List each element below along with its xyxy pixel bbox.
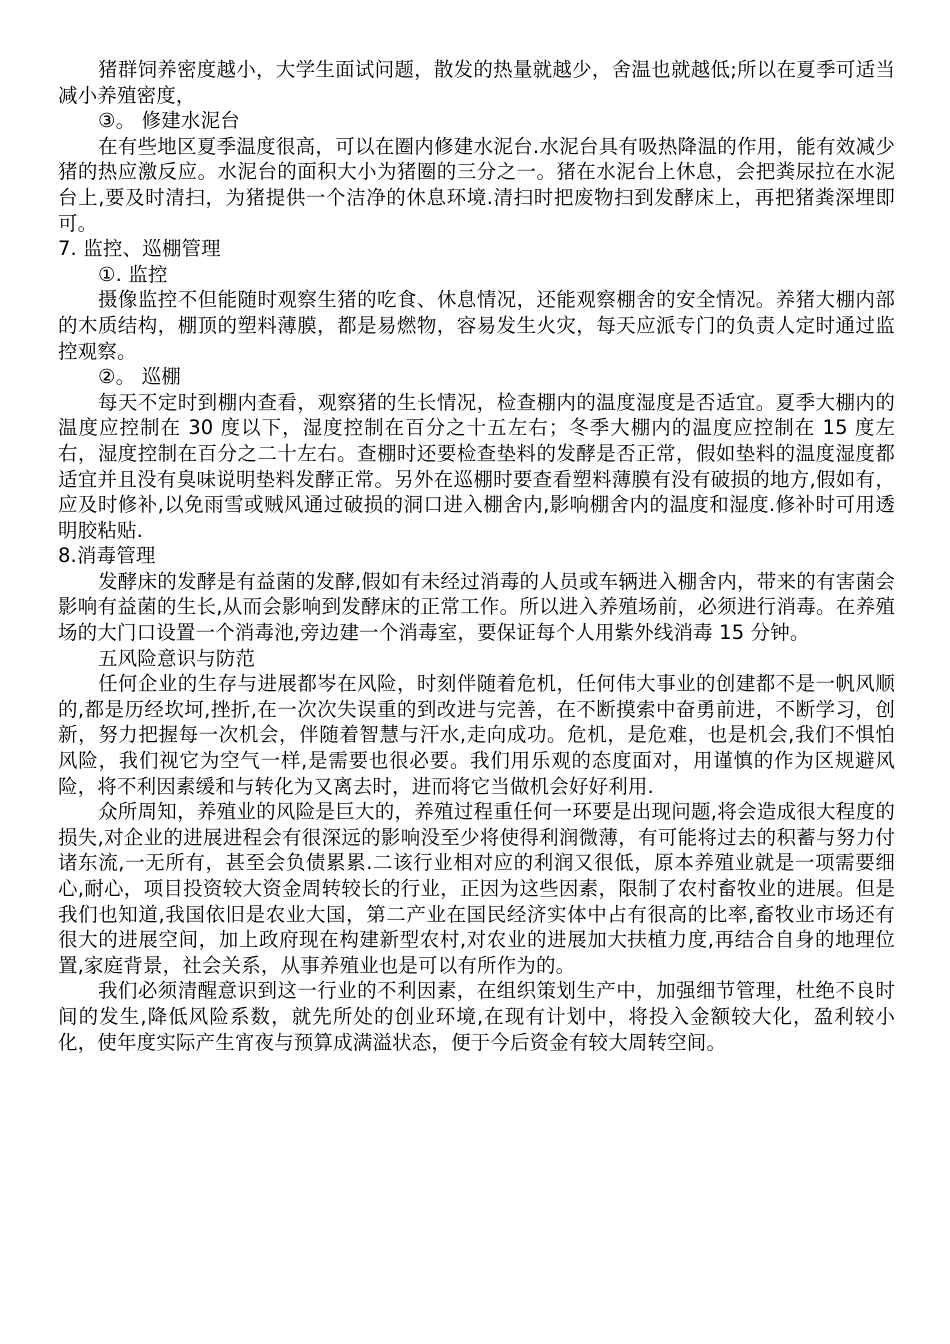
paragraph-disinfection: 发酵床的发酵是有益菌的发酵,假如有未经过消毒的人员或车辆进入棚舍内，带来的有害菌会影响有益菌的生长,从而会影响到发酵床的正常工作。所以进入养殖场前，必须进行消毒。在养殖场的大门口设置一个消毒池,旁边建一个消毒室，要保证每个人用紫外线消毒 15 分钟。 (58, 569, 895, 645)
document-body (58, 57, 895, 1055)
subheading-monitoring: ①. 监控 (98, 262, 168, 286)
section-heading-disinfection: 8.消毒管理 (58, 544, 156, 568)
paragraph-risk-industry: 众所周知，养殖业的风险是巨大的，养殖过程重任何一环要是出现问题,将会造成很大程度的损失,对企业的进展进程会有很深远的影响没至少将使得利润微薄，有可能将过去的积蓄与努力付诸东流,一无所有，甚至会负债累累.二该行业相对应的利润又很低，原本养殖业就是一项需要细心,耐心，项目投资较大资金周转较长的行业，正因为这些因素，限制了农村畜牧业的进展。但是我们也知道,我国依旧是农业大国，第二产业在国民经济实体中占有很高的比率,畜牧业市场还有很大的进展空间，加上政府现在构建新型农村,对农业的进展加大扶植力度,再结合自身的地理位置,家庭背景，社会关系，从事养殖业也是可以有所作为的。 (58, 800, 895, 977)
subheading-patrol: ②。 巡棚 (98, 365, 181, 389)
section-heading-monitoring: 7. 监控、巡棚管理 (58, 237, 221, 261)
paragraph-risk-measures: 我们必须清醒意识到这一行业的不利因素，在组织策划生产中，加强细节管理，杜绝不良时间的发生,降低风险系数，就先所处的创业环境,在现有计划中，将投入金额较大化，盈利较小化，使年度实际产生宵夜与预算成满溢状态，便于今后资金有较大周转空间。 (58, 979, 895, 1054)
paragraph-risk-intro: 任何企业的生存与进展都岑在风险，时刻伴随着危机，任何伟大事业的创建都不是一帆风顺的,都是历经坎坷,挫折,在一次次失误重的到改进与完善，在不断摸索中奋勇前进，不断学习，创新，努力把握每一次机会，伴随着智慧与汗水,走向成功。危机，是危难，也是机会,我们不惧怕风险，我们视它为空气一样,是需要也很必要。我们用乐观的态度面对，用谨慎的作为区规避风险，将不利因素缓和与转化为又离去时，进而将它当做机会好好利用. (58, 672, 895, 798)
paragraph-stocking-density: 猪群饲养密度越小，大学生面试问题，散发的热量就越少，舍温也就越低;所以在夏季可适当减小养殖密度， (58, 58, 895, 107)
paragraph-cement-platform: 在有些地区夏季温度很高，可以在圈内修建水泥台.水泥台具有吸热降温的作用，能有效减少猪的热应激反应。水泥台的面积大小为猪圈的三分之一。猪在水泥台上休息，会把粪尿拉在水泥台上,要及时清扫，为猪提供一个洁净的休息环境.清扫时把废物扫到发酵床上，再把猪粪深埋即可。 (58, 134, 895, 235)
subheading-cement-platform: ③。 修建水泥台 (98, 109, 240, 133)
section-heading-risk: 五风险意识与防范 (98, 646, 256, 670)
paragraph-patrol: 每天不定时到棚内查看，观察猪的生长情况，检查棚内的温度湿度是否适宜。夏季大棚内的温度应控制在 30 度以下，湿度控制在百分之十五左右；冬季大棚内的温度应控制在 15 度左右，湿度控制在百分之二十左右。查棚时还要检查垫料的发酵是否正常，假如垫料的温度湿度都适宜并且没有臭味说明垫料发酵正常。另外在巡棚时要查看塑料薄膜有没有破损的地方,假如有，应及时修补,以免雨雪或贼风通过破损的洞口进入棚舍内,影响棚舍内的温度和湿度.修补时可用透明胶粘贴. (58, 390, 895, 542)
paragraph-monitoring: 摄像监控不但能随时观察生猪的吃食、休息情况，还能观察棚舍的安全情况。养猪大棚内部的木质结构，棚顶的塑料薄膜，都是易燃物，容易发生火灾，每天应派专门的负责人定时通过监控观察。 (58, 288, 895, 363)
